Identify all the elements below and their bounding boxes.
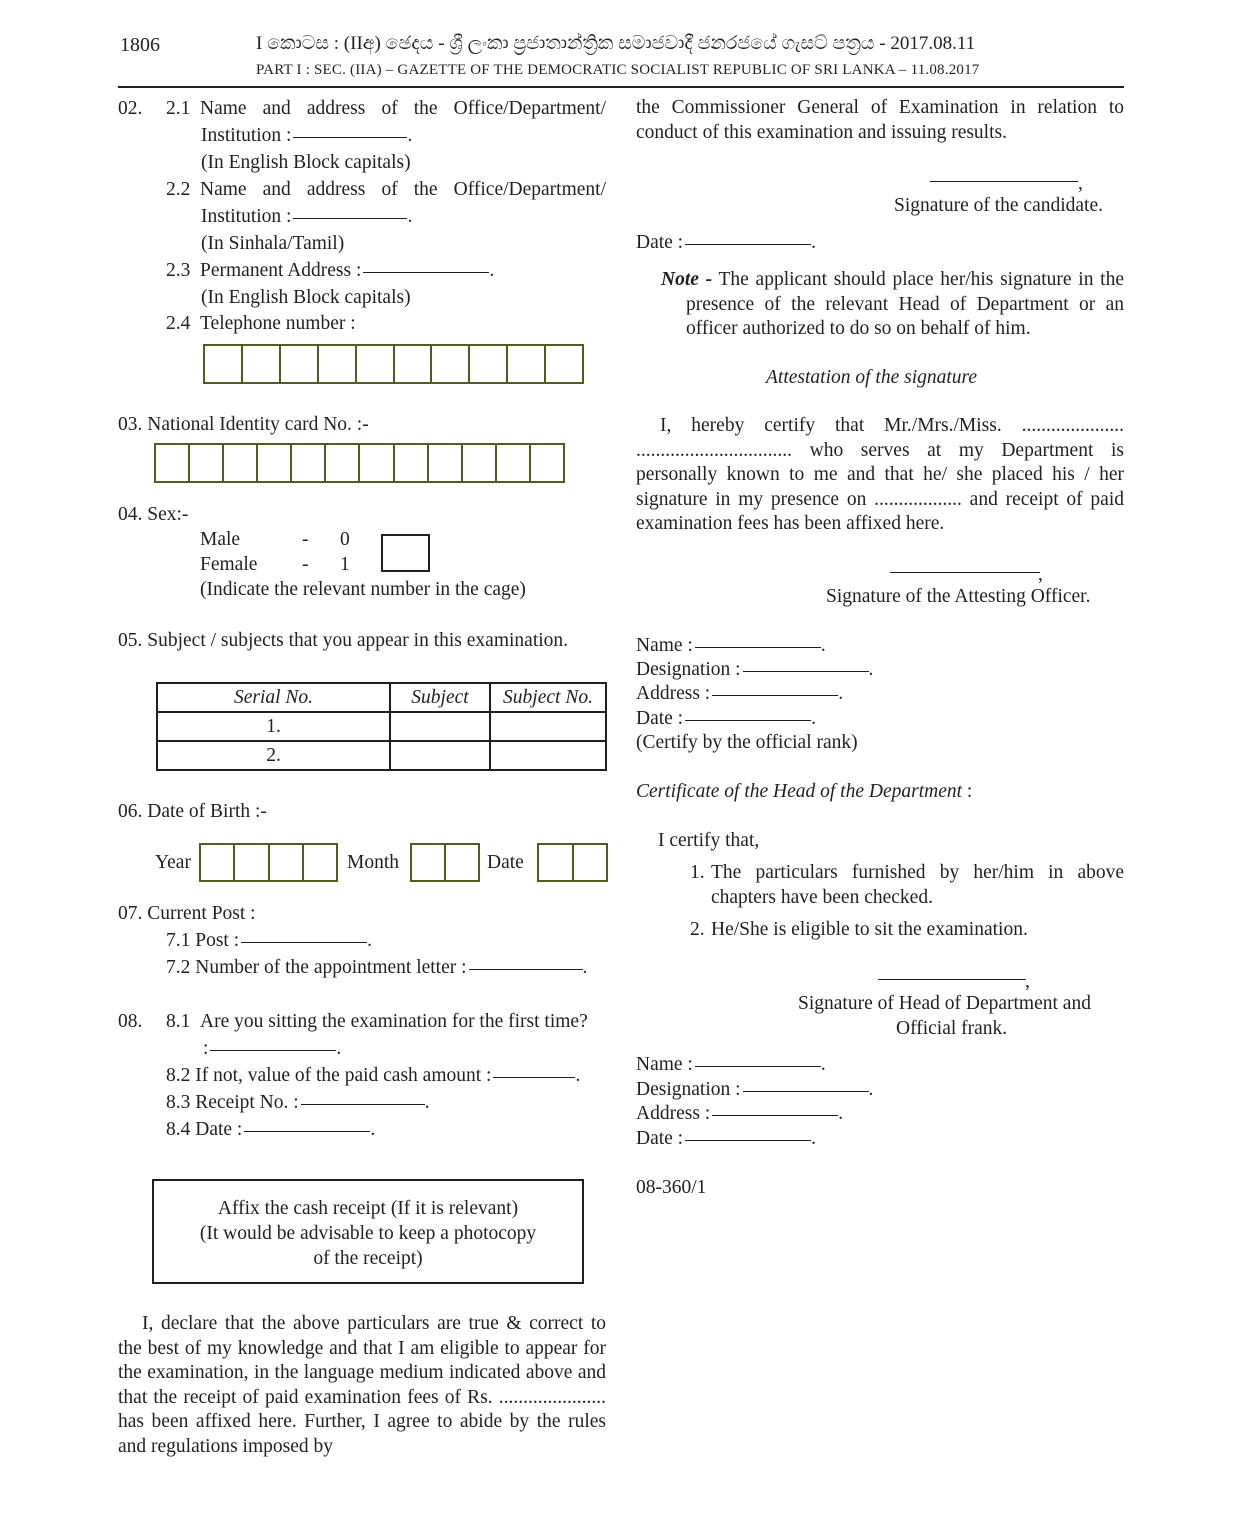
subject-table-header-subject-no: Subject No.	[490, 683, 606, 712]
sex-female-dash: -	[302, 554, 309, 575]
item-8-4-field[interactable]: 8.4 Date : .	[166, 1119, 376, 1140]
subject-cell[interactable]	[390, 712, 490, 741]
item-2-1-number: 2.1	[166, 98, 191, 119]
head-designation-field[interactable]: Designation : .	[636, 1079, 874, 1100]
head-date-label: Date :	[636, 1128, 684, 1149]
sex-male-code: 0	[340, 529, 350, 550]
item-2-3-field[interactable]: Permanent Address : .	[200, 260, 495, 281]
head-address-label: Address :	[636, 1103, 711, 1124]
head-signature-label-1: Signature of Head of Department and	[798, 993, 1091, 1014]
item-2-3-field-label: Permanent Address :	[200, 260, 362, 281]
item-8-3-field[interactable]: 8.3 Receipt No. : .	[166, 1092, 430, 1113]
certificate-item-1-line-1: The particulars furnished by her/him in above	[711, 862, 1124, 883]
header-english: PART I : SEC. (IIA) – GAZETTE OF THE DEMOCRATIC SOCIALIST REPUBLIC OF SRI LANKA – 11.08.2017	[256, 62, 980, 78]
head-signature-label-2: Official frank.	[896, 1018, 1008, 1039]
item-2-2-field-label: Institution :	[201, 206, 292, 227]
item-2-4-number: 2.4	[166, 313, 191, 334]
attestation-title: Attestation of the signature	[766, 367, 978, 388]
item-2-1-hint: (In English Block capitals)	[201, 152, 411, 173]
subject-cell[interactable]	[390, 741, 490, 770]
dob-month-label: Month	[347, 852, 400, 873]
item-2-2-hint: (In Sinhala/Tamil)	[201, 233, 345, 254]
reference-number: 08-360/1	[636, 1177, 707, 1198]
dob-year-boxes[interactable]	[199, 843, 338, 882]
item-2-3-number: 2.3	[166, 260, 191, 281]
item-8-2-label: 8.2 If not, value of the paid cash amount :	[166, 1065, 492, 1086]
continuation-paragraph: the Commissioner General of Examination in relation to conduct of this examination and issuing results.	[636, 97, 1124, 143]
head-signature-line[interactable]	[878, 979, 1026, 980]
item-8-1-label: Are you sitting the examination for the first time?	[200, 1011, 588, 1032]
note-label: Note -	[661, 269, 713, 290]
candidate-date-label: Date :	[636, 232, 684, 253]
certificate-item-2: He/She is eligible to sit the examination.	[711, 919, 1028, 940]
head-name-field[interactable]: Name : .	[636, 1054, 826, 1075]
attesting-date-label: Date :	[636, 708, 684, 729]
head-name-label: Name :	[636, 1054, 693, 1075]
header-sinhala: I කොටස : (IIඅ) ඡෙදය - ශ්‍රී ලංකා ප්‍රජාතාන්ත්‍රික සමාජවාදී ජනරජයේ ගැසට් පත්‍රය - 2017.08.11	[256, 33, 976, 54]
subject-table-row	[157, 741, 606, 770]
cash-receipt-box	[152, 1179, 584, 1284]
dob-month-boxes[interactable]	[410, 843, 480, 882]
certificate-title-colon: :	[966, 781, 973, 802]
attesting-officer-signature-label: Signature of the Attesting Officer.	[826, 586, 1091, 607]
subject-table-header-serial: Serial No.	[157, 683, 390, 712]
header-rule	[118, 86, 1124, 88]
head-date-field[interactable]: Date : .	[636, 1128, 816, 1149]
attesting-rank-note: (Certify by the official rank)	[636, 732, 858, 753]
item-8-1-colon: :	[203, 1038, 209, 1059]
item-2-2-label: Name and address of the Office/Department/	[200, 179, 606, 200]
sex-female-label: Female	[200, 554, 258, 575]
sex-male-dash: -	[302, 529, 309, 550]
dob-year-label: Year	[155, 852, 191, 873]
certificate-item-1-number: 1.	[690, 862, 705, 883]
receipt-box-line-1: Affix the cash receipt (If it is relevant)	[217, 1198, 519, 1219]
receipt-box-line-2: (It would be advisable to keep a photocopy	[199, 1223, 537, 1244]
item-8-1-number: 8.1	[166, 1011, 191, 1032]
nic-number-boxes[interactable]	[154, 443, 565, 483]
certificate-heading	[636, 780, 972, 803]
item-8-3-label: 8.3 Receipt No. :	[166, 1092, 299, 1113]
item-2-1-label: Name and address of the Office/Department/	[200, 98, 606, 119]
attesting-date-field[interactable]: Date : .	[636, 708, 816, 729]
item-8-2-field[interactable]: 8.2 If not, value of the paid cash amount : .	[166, 1065, 581, 1086]
subject-serial-cell: 1.	[157, 712, 390, 741]
item-2-2-number: 2.2	[166, 179, 191, 200]
item-2-2-field[interactable]: Institution : .	[201, 206, 413, 227]
sex-male-label: Male	[200, 529, 241, 550]
head-address-field[interactable]: Address : .	[636, 1103, 844, 1124]
section-04-label: 04. Sex:-	[118, 504, 189, 525]
note-text: The applicant should place her/his signature in the presence of the relevant Head of Department or an officer authorized to do so on behalf of him.	[686, 269, 1124, 340]
section-07-label: 07. Current Post :	[118, 903, 256, 924]
attesting-designation-field[interactable]: Designation : .	[636, 659, 874, 680]
certificate-item-2-number: 2.	[690, 919, 705, 940]
section-05-label: 05. Subject / subjects that you appear in this examination.	[118, 630, 569, 651]
section-06-label: 06. Date of Birth :-	[118, 801, 267, 822]
attesting-name-label: Name :	[636, 635, 693, 656]
attesting-officer-signature-line[interactable]	[890, 572, 1040, 573]
sex-code-box[interactable]	[381, 534, 430, 572]
item-7-2-label: 7.2 Number of the appointment letter :	[166, 957, 467, 978]
receipt-box-line-3: of the receipt)	[313, 1248, 423, 1269]
subject-table-row	[157, 712, 606, 741]
note-paragraph	[661, 268, 1124, 342]
item-7-1-label: 7.1 Post :	[166, 930, 240, 951]
item-8-1-field[interactable]: : .	[203, 1038, 342, 1059]
subject-no-cell[interactable]	[490, 712, 606, 741]
item-2-1-field-label: Institution :	[201, 125, 292, 146]
attesting-address-label: Address :	[636, 683, 711, 704]
certificate-intro: I certify that,	[658, 830, 760, 851]
attesting-address-field[interactable]: Address : .	[636, 683, 844, 704]
page-number: 1806	[120, 34, 160, 56]
certificate-item-1-line-2: chapters have been checked.	[711, 887, 933, 908]
item-7-1-field[interactable]: 7.1 Post : .	[166, 930, 373, 951]
candidate-date-field[interactable]: Date : .	[636, 232, 816, 253]
section-02-number: 02.	[118, 98, 143, 119]
attesting-name-field[interactable]: Name : .	[636, 635, 826, 656]
subject-serial-cell: 2.	[157, 741, 390, 770]
item-2-4-label: Telephone number :	[200, 313, 356, 334]
telephone-number-boxes[interactable]	[203, 344, 584, 384]
item-7-2-field[interactable]: 7.2 Number of the appointment letter : .	[166, 957, 588, 978]
dob-date-label: Date	[487, 852, 524, 873]
certificate-title: Certificate of the Head of the Department	[636, 781, 963, 802]
declaration-paragraph: I, declare that the above particulars are true & correct to the best of my knowledge and that I am eligible to appear for the examination, in the language medium indicated above and that the receipt of paid examination fees of Rs. ...................... has been affixed here. Further, I agree to abide by the rules and regulations imposed by	[118, 1313, 606, 1457]
subject-table	[156, 682, 607, 771]
sex-instruction: (Indicate the relevant number in the cage)	[200, 579, 526, 600]
attestation-paragraph: I, hereby certify that Mr./Mrs./Miss. ..................... ................................ who serves at my Department is personally known to me and that he/ she placed his / her signature in my presence on .................. and receipt of paid examination fees has been affixed here.	[636, 415, 1124, 535]
item-8-4-label: 8.4 Date :	[166, 1119, 243, 1140]
item-2-3-hint: (In English Block capitals)	[201, 287, 411, 308]
section-03-label: 03. National Identity card No. :-	[118, 414, 369, 435]
attesting-designation-label: Designation :	[636, 659, 741, 680]
subject-table-header-subject: Subject	[390, 683, 490, 712]
candidate-signature-label: Signature of the candidate.	[894, 195, 1104, 216]
candidate-signature-line[interactable]	[930, 181, 1078, 182]
item-2-1-field[interactable]: Institution : .	[201, 125, 413, 146]
dob-date-boxes[interactable]	[537, 843, 608, 882]
section-08-number: 08.	[118, 1011, 143, 1032]
head-designation-label: Designation :	[636, 1079, 741, 1100]
sex-female-code: 1	[340, 554, 350, 575]
subject-no-cell[interactable]	[490, 741, 606, 770]
